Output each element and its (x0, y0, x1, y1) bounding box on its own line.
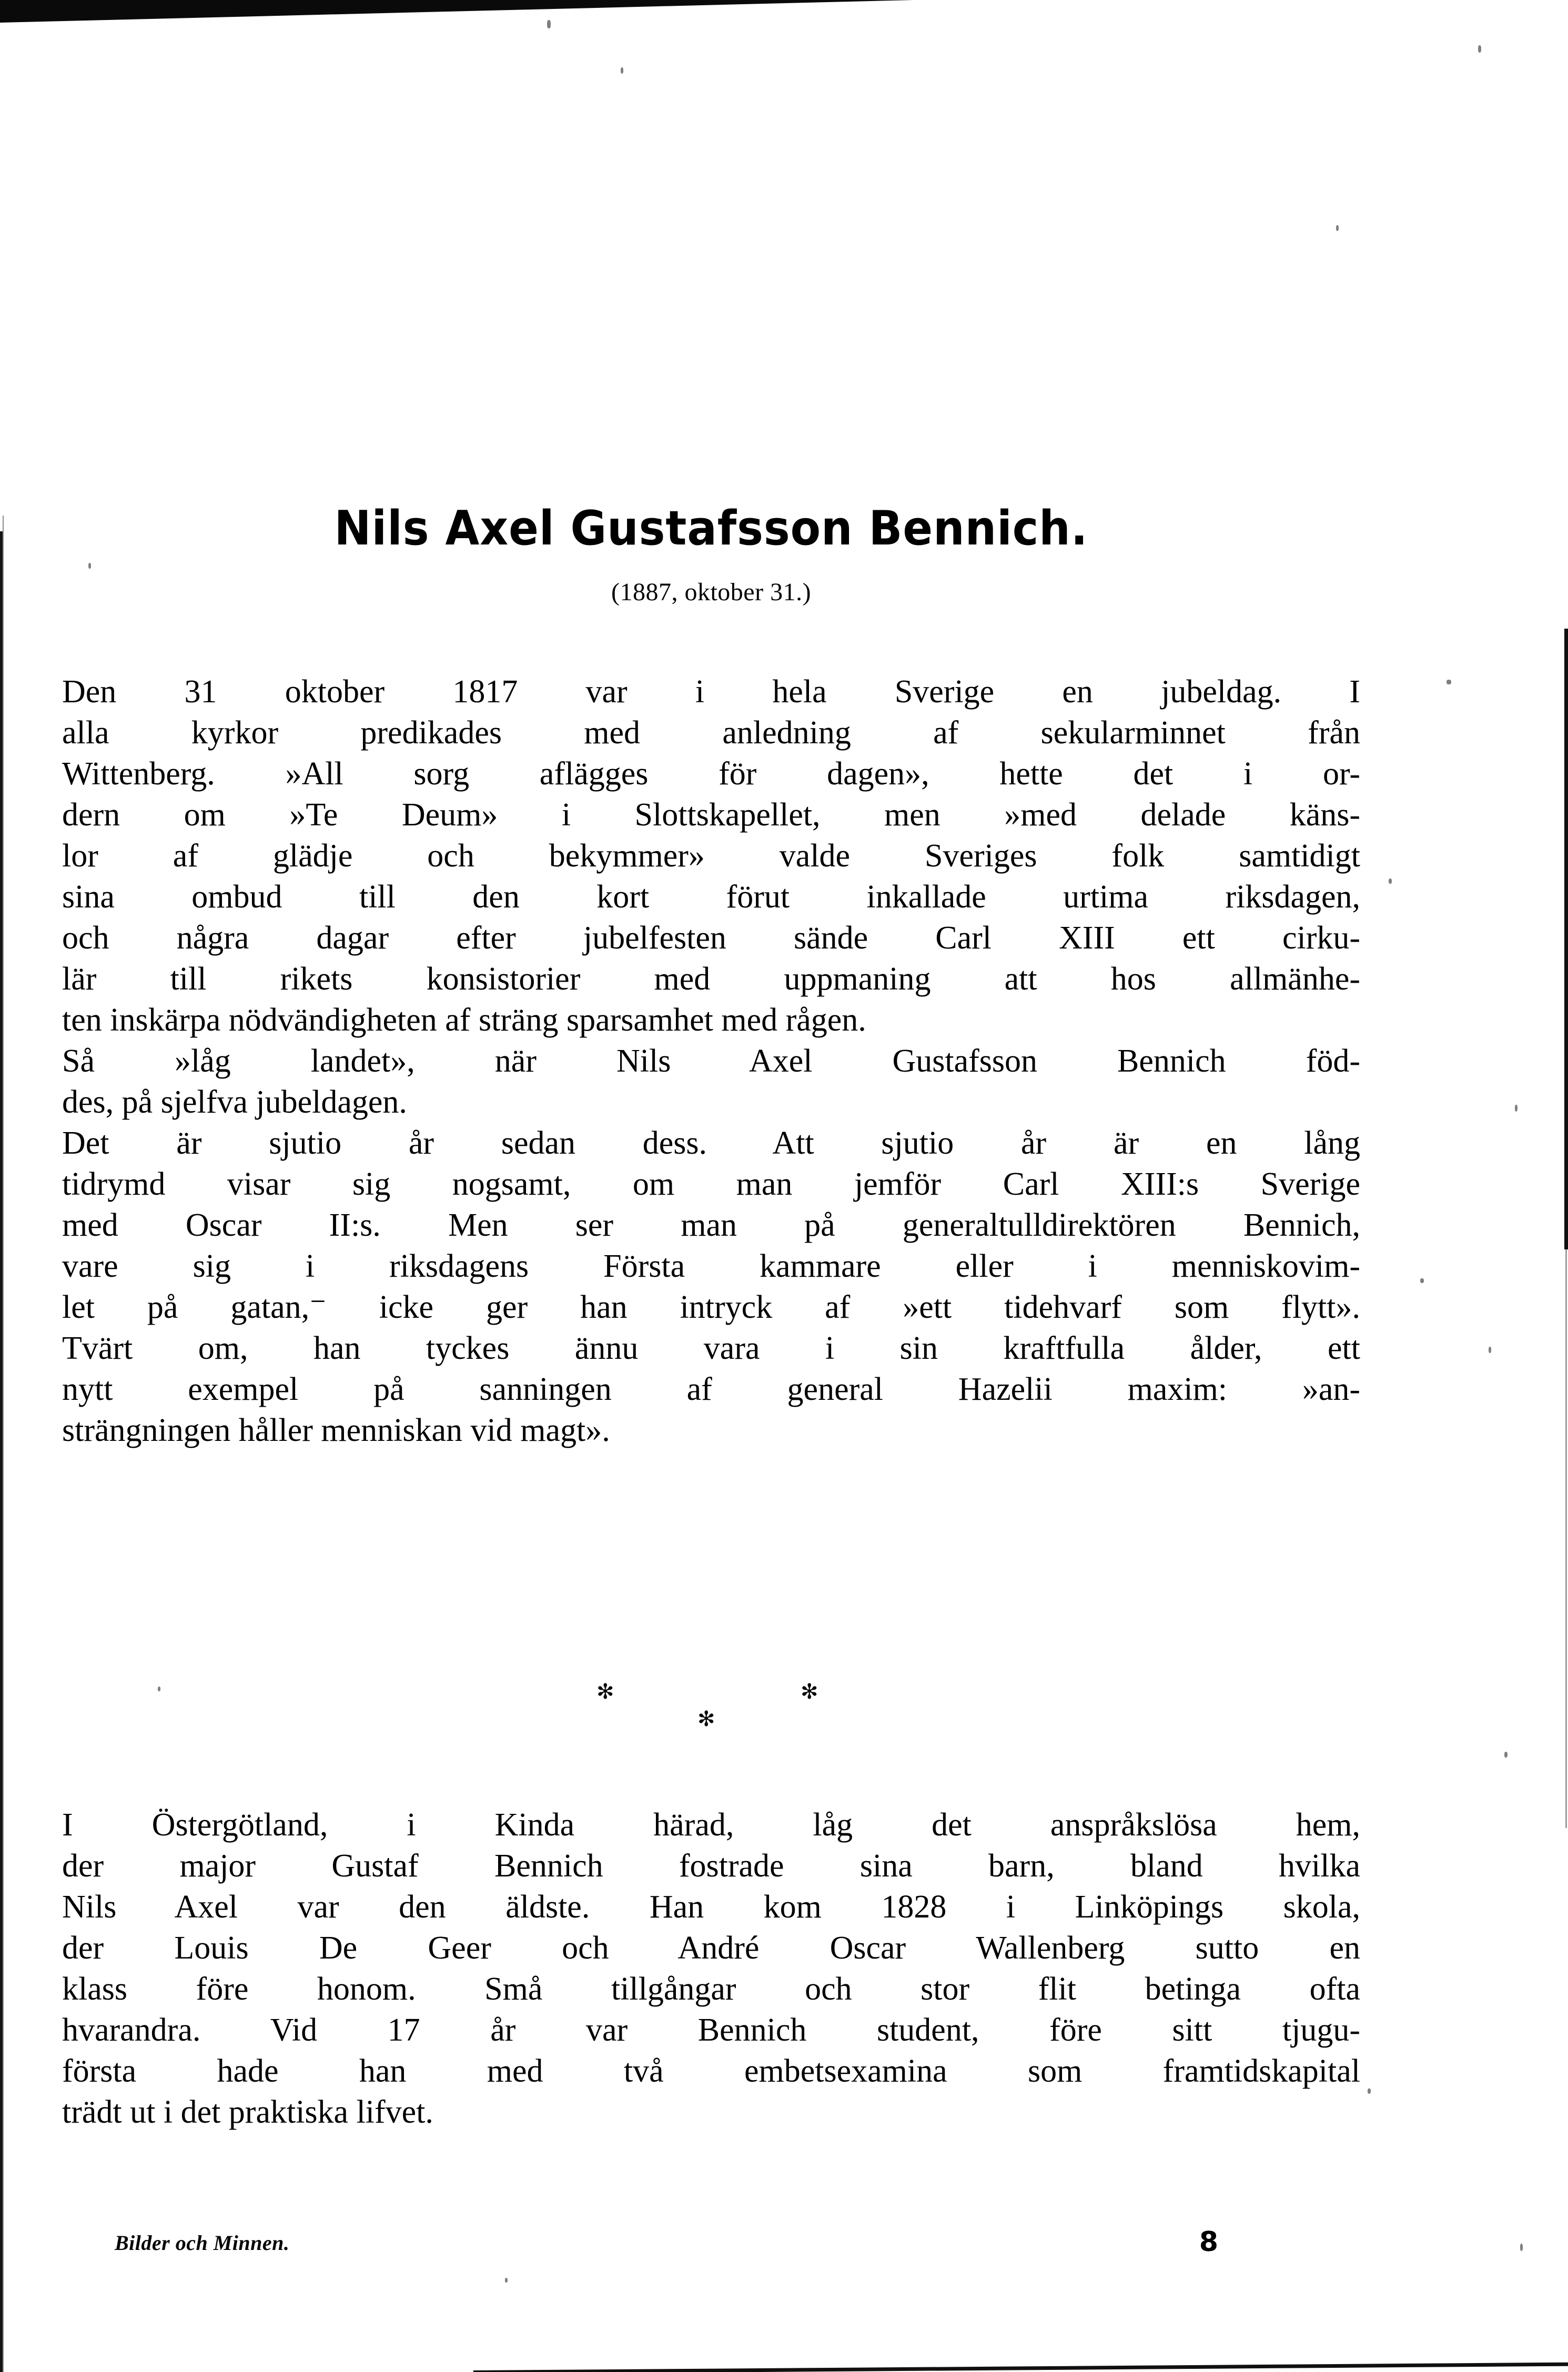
text-line: trädt ut i det praktiska lifvet. (62, 2094, 433, 2130)
text-line: der Louis De Geer och André Oscar Wallenberg sutto en (62, 1930, 1360, 1966)
page-subtitle: (1887, oktober 31.) (611, 578, 812, 606)
text-line: Wittenberg. »All sorg aflägges för dagen», hette det i or- (62, 756, 1360, 792)
text-line: klass före honom. Små tillgångar och stor flit betinga ofta (62, 1971, 1360, 2007)
text-line: lär till rikets konsistorier med uppmaning att hos allmänhe- (62, 961, 1360, 997)
scan-artifact-right-edge-soft (1565, 1249, 1567, 1828)
text-line: des, på sjelfva jubeldagen. (62, 1084, 407, 1120)
page-content (62, 0, 1360, 2372)
text-line: der major Gustaf Bennich fostrade sina barn, bland hvilka (62, 1848, 1360, 1884)
text-line: med Oscar II:s. Men ser man på generaltulldirektören Bennich, (62, 1207, 1360, 1243)
paragraph-3 (62, 1123, 1360, 1451)
scan-artifact-right-edge (1564, 629, 1568, 1249)
scan-speckle (1368, 2088, 1371, 2094)
scan-speckle (1520, 2244, 1523, 2251)
text-line: Så »låg landet», när Nils Axel Gustafsson Bennich föd- (62, 1043, 1360, 1079)
asterisk-icon: ✻ (801, 1680, 818, 1703)
scan-speckle (1489, 1347, 1491, 1353)
paragraph-2 (62, 1041, 1360, 1123)
asterisk-icon: ✻ (697, 1707, 715, 1731)
scan-speckle (1504, 1752, 1508, 1758)
scan-speckle (1515, 1105, 1518, 1112)
scan-speckle (1420, 1278, 1424, 1283)
text-line: och några dagar efter jubelfesten sände Carl XIII ett cirku- (62, 920, 1360, 956)
text-line: Tvärt om, han tyckes ännu vara i sin kraftfulla ålder, ett (62, 1330, 1360, 1366)
text-line: hvarandra. Vid 17 år var Bennich student, före sitt tjugu- (62, 2012, 1360, 2048)
scan-artifact-left-edge-soft (3, 516, 4, 2372)
text-line: strängningen håller menniskan vid magt». (62, 1412, 610, 1448)
paragraph-1 (62, 671, 1360, 1041)
page-footer (62, 2226, 1360, 2267)
text-line: dern om »Te Deum» i Slottskapellet, men »med delade käns- (62, 797, 1360, 833)
text-line: alla kyrkor predikades med anledning af sekularminnet från (62, 715, 1360, 751)
page-number: 8 (1199, 2226, 1218, 2258)
text-line: I Östergötland, i Kinda härad, låg det anspråkslösa hem, (62, 1807, 1360, 1843)
scan-speckle (1389, 879, 1392, 884)
paragraph-4 (62, 1804, 1360, 2133)
asterisk-icon: ✻ (596, 1680, 614, 1703)
text-line: let på gatan,⁻ icke ger han intryck af »ett tidehvarf som flytt». (62, 1289, 1360, 1325)
running-title: Bilder och Minnen. (115, 2231, 290, 2255)
asterisk-ornament (62, 1681, 1360, 1750)
text-line: Den 31 oktober 1817 var i hela Sverige en jubeldag. I (62, 674, 1360, 710)
page-title: Nils Axel Gustafsson Bennich. (334, 501, 1088, 556)
scan-speckle (1446, 680, 1451, 684)
text-line: sina ombud till den kort förut inkallade urtima riksdagen, (62, 879, 1360, 915)
text-line: ten inskärpa nödvändigheten af sträng sparsamhet med rågen. (62, 1002, 866, 1038)
scan-speckle (1478, 45, 1481, 53)
text-line: nytt exempel på sanningen af general Hazelii maxim: »an- (62, 1371, 1360, 1407)
text-line: vare sig i riksdagens Första kammare eller i menniskovim- (62, 1248, 1360, 1284)
text-line: första hade han med två embetsexamina som framtidskapital (62, 2053, 1360, 2089)
text-line: Nils Axel var den äldste. Han kom 1828 i Linköpings skola, (62, 1889, 1360, 1925)
text-line: lor af glädje och bekymmer» valde Sveriges folk samtidigt (62, 838, 1360, 874)
text-line: tidrymd visar sig nogsamt, om man jemför Carl XIII:s Sverige (62, 1166, 1360, 1202)
text-line: Det är sjutio år sedan dess. Att sjutio år är en lång (62, 1125, 1360, 1161)
